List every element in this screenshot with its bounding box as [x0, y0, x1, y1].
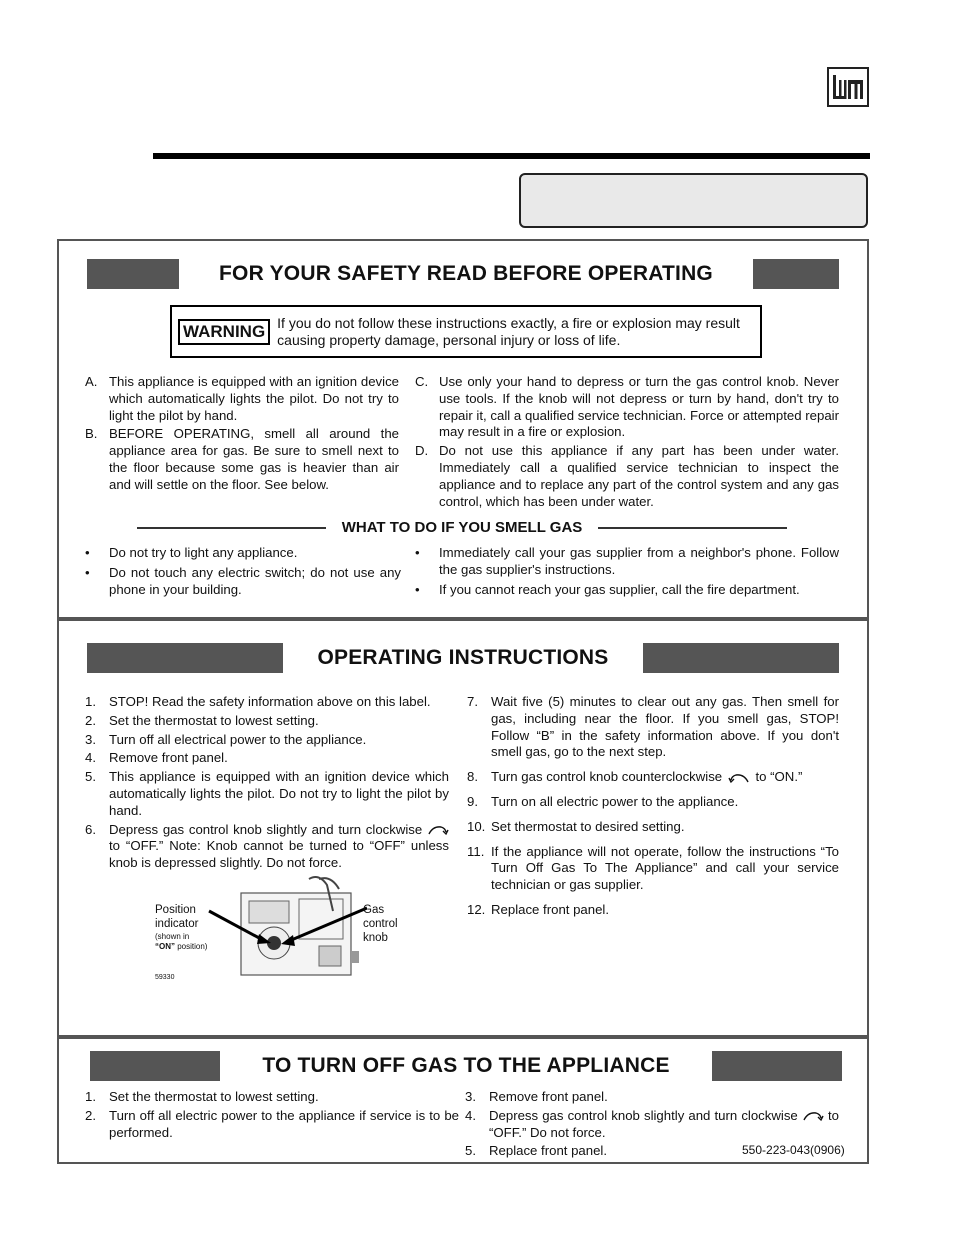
item-text: If you cannot reach your gas supplier, call the fire department.: [439, 581, 800, 597]
wm-logo-icon: [831, 72, 865, 102]
list-item: [467, 819, 839, 836]
operating-title: OPERATING INSTRUCTIONS: [317, 646, 609, 669]
item-text: Do not touch any electric switch; do not use any phone in your building.: [109, 564, 401, 597]
smell-gas-title: WHAT TO DO IF YOU SMELL GAS: [341, 519, 583, 536]
item-number: 7.: [467, 694, 478, 709]
safety-items-left: [85, 374, 399, 496]
item-number: 10.: [467, 818, 486, 834]
label-text: position): [177, 942, 208, 951]
header-bar-right: [643, 643, 839, 673]
item-text: This appliance is equipped with an ignition device which automatically lights the pilot. Do not try to light the pilot by hand.: [109, 374, 399, 423]
on-word: “ON”: [155, 942, 175, 951]
gas-valve-icon: [241, 877, 359, 975]
smell-gas-right: [415, 545, 839, 601]
step6-text-a: Depress gas control knob slightly and turn clockwise: [109, 821, 423, 837]
header-rule: [153, 153, 870, 159]
header-bar-left: [87, 259, 179, 289]
bullet: •: [85, 564, 90, 580]
item-number: 6.: [85, 821, 96, 837]
list-item: [85, 545, 401, 562]
item-text: BEFORE OPERATING, smell all around the appliance area for gas. Be sure to smell next to the floor because some gas is heavier than air and will settle on the floor. See below.: [109, 426, 399, 492]
item-text: STOP! Read the safety information above on this label.: [109, 694, 431, 709]
warning-text: If you do not follow these instructions exactly, a fire or explosion may result causing property damage, personal injury or loss of life.: [277, 314, 740, 348]
bullet: •: [415, 581, 420, 597]
list-item: [85, 713, 449, 730]
list-item: [465, 1108, 839, 1142]
item-text: Turn off all electric power to the appliance if service is to be performed.: [109, 1107, 459, 1140]
operating-panel: [57, 619, 869, 1037]
bullet: •: [415, 545, 420, 560]
label-text: Gas control knob: [363, 904, 398, 944]
header-bar-right: [753, 259, 839, 289]
item-text: Do not use this appliance if any part has been under water. Immediately call a qualified service technician to inspect the appliance and to replace any part of the control system and any gas control, which has been under water.: [439, 443, 839, 509]
item-text: [491, 769, 839, 786]
warning-label: WARNING: [178, 319, 270, 345]
turnoff-header: [90, 1051, 842, 1081]
operating-header: [87, 643, 839, 673]
list-item: [465, 1089, 839, 1106]
step4-text-b: to “OFF.” Do not force.: [489, 1107, 839, 1140]
item-text: Remove front panel.: [489, 1089, 608, 1104]
item-text: Set the thermostat to lowest setting.: [109, 1089, 319, 1104]
section-title-box: [519, 173, 868, 228]
bullet: •: [85, 545, 90, 560]
item-number: 3.: [85, 731, 96, 747]
step6-text-b: to “OFF.” Note: Knob cannot be turned to “OFF” unless knob is depressed slightly. Do not force.: [109, 838, 449, 871]
item-text: Do not try to light any appliance.: [109, 545, 298, 560]
safety-title: FOR YOUR SAFETY READ BEFORE OPERATING: [219, 262, 713, 285]
list-item: [85, 732, 449, 749]
turnoff-panel: [57, 1037, 869, 1164]
warning-box: [170, 305, 762, 358]
divider: [137, 527, 326, 529]
header-bar-right: [712, 1051, 842, 1081]
step4-text-a: Depress gas control knob slightly and turn clockwise: [489, 1107, 798, 1123]
item-text: Set thermostat to desired setting.: [491, 818, 685, 834]
counterclockwise-arrow-icon: [726, 772, 752, 784]
clockwise-arrow-icon: [802, 1110, 824, 1122]
step8-text-b: to “ON.”: [755, 769, 803, 785]
item-text: This appliance is equipped with an ignition device which automatically lights the pilot. Do not try to light the pilot by hand.: [109, 769, 449, 818]
list-item: [85, 565, 401, 599]
turnoff-steps-left: [85, 1089, 459, 1143]
list-item: [85, 769, 449, 819]
item-text: If the appliance will not operate, follow the instructions “To Turn Off Gas To The Appliance” and call your service technician or gas supplier.: [491, 843, 839, 893]
gas-control-knob-label: [363, 903, 407, 945]
safety-panel: [57, 239, 869, 619]
item-number: 9.: [467, 793, 478, 809]
item-number: 1.: [85, 694, 96, 709]
item-text: Use only your hand to depress or turn the gas control knob. Never use tools. If the knob will not depress or turn by hand, don't try to repair it, call a qualified service technician. Force or attempted repair may result in a fire or explosion.: [439, 374, 839, 440]
item-number: 8.: [467, 769, 478, 785]
item-number: 12.: [467, 901, 486, 917]
gas-valve-diagram: [149, 871, 479, 991]
operating-steps-right: [467, 694, 839, 921]
header-bar-left: [87, 643, 283, 673]
operating-steps-left: [85, 694, 449, 874]
list-item: [85, 374, 399, 424]
item-number: 5.: [465, 1143, 476, 1159]
list-item: [415, 582, 839, 599]
item-number: 2.: [85, 712, 96, 728]
list-item: [467, 794, 839, 811]
turnoff-title: TO TURN OFF GAS TO THE APPLIANCE: [262, 1054, 670, 1077]
item-text: Turn on all electric power to the appliance.: [491, 793, 739, 809]
item-text: Replace front panel.: [489, 1143, 608, 1159]
item-text: [109, 822, 449, 872]
item-number: 4.: [85, 750, 96, 766]
clockwise-arrow-icon: [427, 824, 449, 836]
item-text: Immediately call your gas supplier from a neighbor's phone. Follow the gas supplier's instructions.: [439, 545, 839, 577]
list-item: [85, 426, 399, 493]
list-item: [85, 694, 449, 711]
item-number: 1.: [85, 1089, 96, 1104]
header-bar-left: [90, 1051, 220, 1081]
list-item: [85, 1089, 459, 1106]
wm-logo: [827, 67, 869, 107]
list-item: [85, 822, 449, 872]
step8-text-a: Turn gas control knob counterclockwise: [491, 769, 723, 785]
item-number: 2.: [85, 1107, 96, 1123]
item-number: A.: [85, 374, 98, 389]
item-text: Wait five (5) minutes to clear out any gas. Then smell for gas, including near the floor. If you smell gas, STOP! Follow “B” in the safety information above. If you don't smell gas, go to the next step.: [491, 694, 839, 760]
item-number: C.: [415, 374, 429, 389]
figure-code: 59330: [155, 974, 175, 981]
list-item: [85, 750, 449, 767]
label-text: Position indicator: [155, 904, 199, 930]
item-number: 5.: [85, 769, 96, 785]
item-number: 4.: [465, 1107, 476, 1123]
list-item: [467, 902, 839, 919]
safety-items-right: [415, 374, 839, 512]
item-text: Turn off all electrical power to the appliance.: [109, 731, 367, 747]
list-item: [85, 1108, 459, 1142]
list-item: [415, 374, 839, 441]
smell-gas-left: [85, 545, 401, 601]
part-number: 550-223-043(0906): [742, 1143, 845, 1157]
smell-gas-header: [137, 519, 787, 536]
label-text: (shown in: [155, 932, 190, 941]
item-number: B.: [85, 426, 98, 442]
divider: [598, 527, 787, 529]
list-item: [415, 443, 839, 510]
safety-header: [87, 259, 839, 289]
list-item: [415, 545, 839, 579]
item-text: Remove front panel.: [109, 750, 228, 766]
item-text: Replace front panel.: [491, 901, 610, 917]
item-number: D.: [415, 443, 429, 459]
list-item: [467, 769, 839, 786]
shown-in-label: [155, 932, 207, 952]
position-indicator-label: [155, 903, 211, 931]
list-item: [467, 844, 839, 894]
item-number: 11.: [467, 843, 485, 859]
item-text: Set the thermostat to lowest setting.: [109, 712, 319, 728]
item-number: 3.: [465, 1089, 476, 1104]
list-item: [467, 694, 839, 761]
item-text: [489, 1108, 839, 1142]
